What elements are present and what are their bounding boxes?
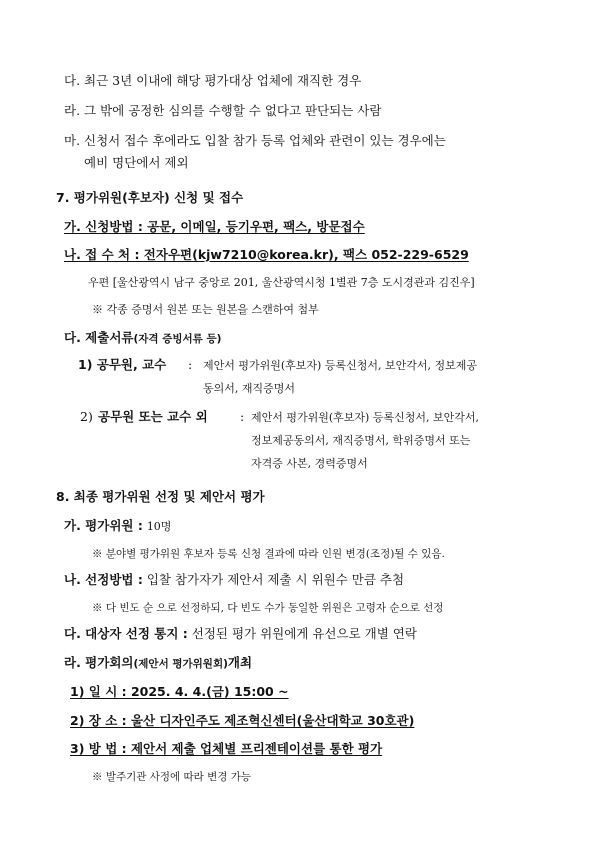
- doc-item-1-colon: :: [188, 357, 193, 372]
- exclusion-item-da: 다. 최근 3년 이내에 해당 평가대상 업체에 재직한 경우: [64, 73, 362, 88]
- doc-item-2-line3: 자격증 사본, 경력증명서: [251, 457, 368, 470]
- evaluators-row: [64, 518, 171, 535]
- document-note: ※ 각종 증명서 원본 또는 원본을 스캔하여 첨부: [92, 303, 319, 316]
- doc-item-1-label: 1) 공무원, 교수: [78, 357, 167, 372]
- exclusion-item-ma: 마. 신청서 접수 후에라도 입찰 참가 등록 업체와 관련이 있는 경우에는: [64, 133, 446, 148]
- evaluators-note: ※ 분야별 평가위원 후보자 등록 신청 결과에 따라 인원 변경(조정)될 수 있음.: [92, 548, 445, 560]
- section-8-title: 8. 최종 평가위원 선정 및 제안서 평가: [56, 489, 265, 504]
- evaluation-meeting-heading: [64, 655, 252, 672]
- evaluation-meeting-label: 라. 평가회의: [64, 655, 134, 670]
- evaluators-count: 10명: [146, 520, 172, 533]
- notification-row: [64, 626, 417, 642]
- application-method: 가. 신청방법 : 공문, 이메일, 등기우편, 팩스, 방문접수: [64, 219, 365, 234]
- change-note: ※ 발주기관 사정에 따라 변경 가능: [92, 771, 252, 783]
- doc-item-2-line1: 제안서 평가위원(후보자) 등록신청서, 보안각서,: [251, 411, 479, 424]
- doc-item-2-line2: 정보제공동의서, 재직증명서, 학위증명서 또는: [251, 434, 471, 447]
- meeting-datetime: 1) 일 시 : 2025. 4. 4.(금) 15:00 ~: [70, 684, 289, 699]
- exclusion-item-ra: 라. 그 밖에 공정한 심의를 수행할 수 없다고 판단되는 사람: [64, 103, 382, 118]
- submission-docs-heading-small: (자격 증빙서류 등): [133, 333, 222, 345]
- meeting-method: 3) 방 법 : 제안서 제출 업체별 프리젠테이션를 통한 평가: [70, 741, 383, 756]
- mailing-address: 우편 [울산광역시 남구 중앙로 201, 울산광역시청 1별관 7층 도시경관과 김진우]: [88, 276, 475, 289]
- doc-item-2-colon: :: [240, 409, 245, 424]
- doc-item-1-line1: 제안서 평가위원(후보자) 등록신청서, 보안각서, 정보제공: [203, 359, 477, 372]
- selection-method-label: 나. 선정방법 :: [64, 572, 143, 587]
- notification-value: 선정된 평가 위원에게 유선으로 개별 연락: [191, 626, 417, 641]
- evaluators-label: 가. 평가위원 :: [64, 518, 143, 533]
- meeting-venue: 2) 장 소 : 울산 디자인주도 제조혁신센터(울산대학교 30호관): [70, 713, 415, 728]
- evaluation-meeting-tail: 개최: [227, 655, 253, 670]
- exclusion-item-ma-cont: 예비 명단에서 제외: [84, 155, 189, 170]
- submission-docs-heading-main: 다. 제출서류: [64, 330, 134, 345]
- submission-docs-heading: [64, 330, 221, 347]
- doc-item-2-label: 공무원 또는 교수 외: [98, 409, 208, 424]
- doc-item-1-line2: 동의서, 재직증명서: [203, 382, 296, 395]
- selection-method-note: ※ 다 빈도 순 으로 선정하되, 다 빈도 수가 동일한 위원은 고령자 순으로 선정: [92, 602, 444, 614]
- selection-method-value: 입찰 참가자가 제안서 제출 시 위원수 만큼 추첨: [146, 572, 405, 587]
- notification-label: 다. 대상자 선정 통지 :: [64, 626, 188, 641]
- selection-method-row: [64, 572, 404, 588]
- evaluation-meeting-small: (제안서 평가위원회): [133, 658, 228, 670]
- section-7-title: 7. 평가위원(후보자) 신청 및 접수: [56, 190, 244, 205]
- receiving-office: 나. 접 수 처 : 전자우편(kjw7210@korea.kr), 팩스 052-229-6529: [64, 247, 469, 262]
- doc-item-2-number: 2): [80, 409, 93, 424]
